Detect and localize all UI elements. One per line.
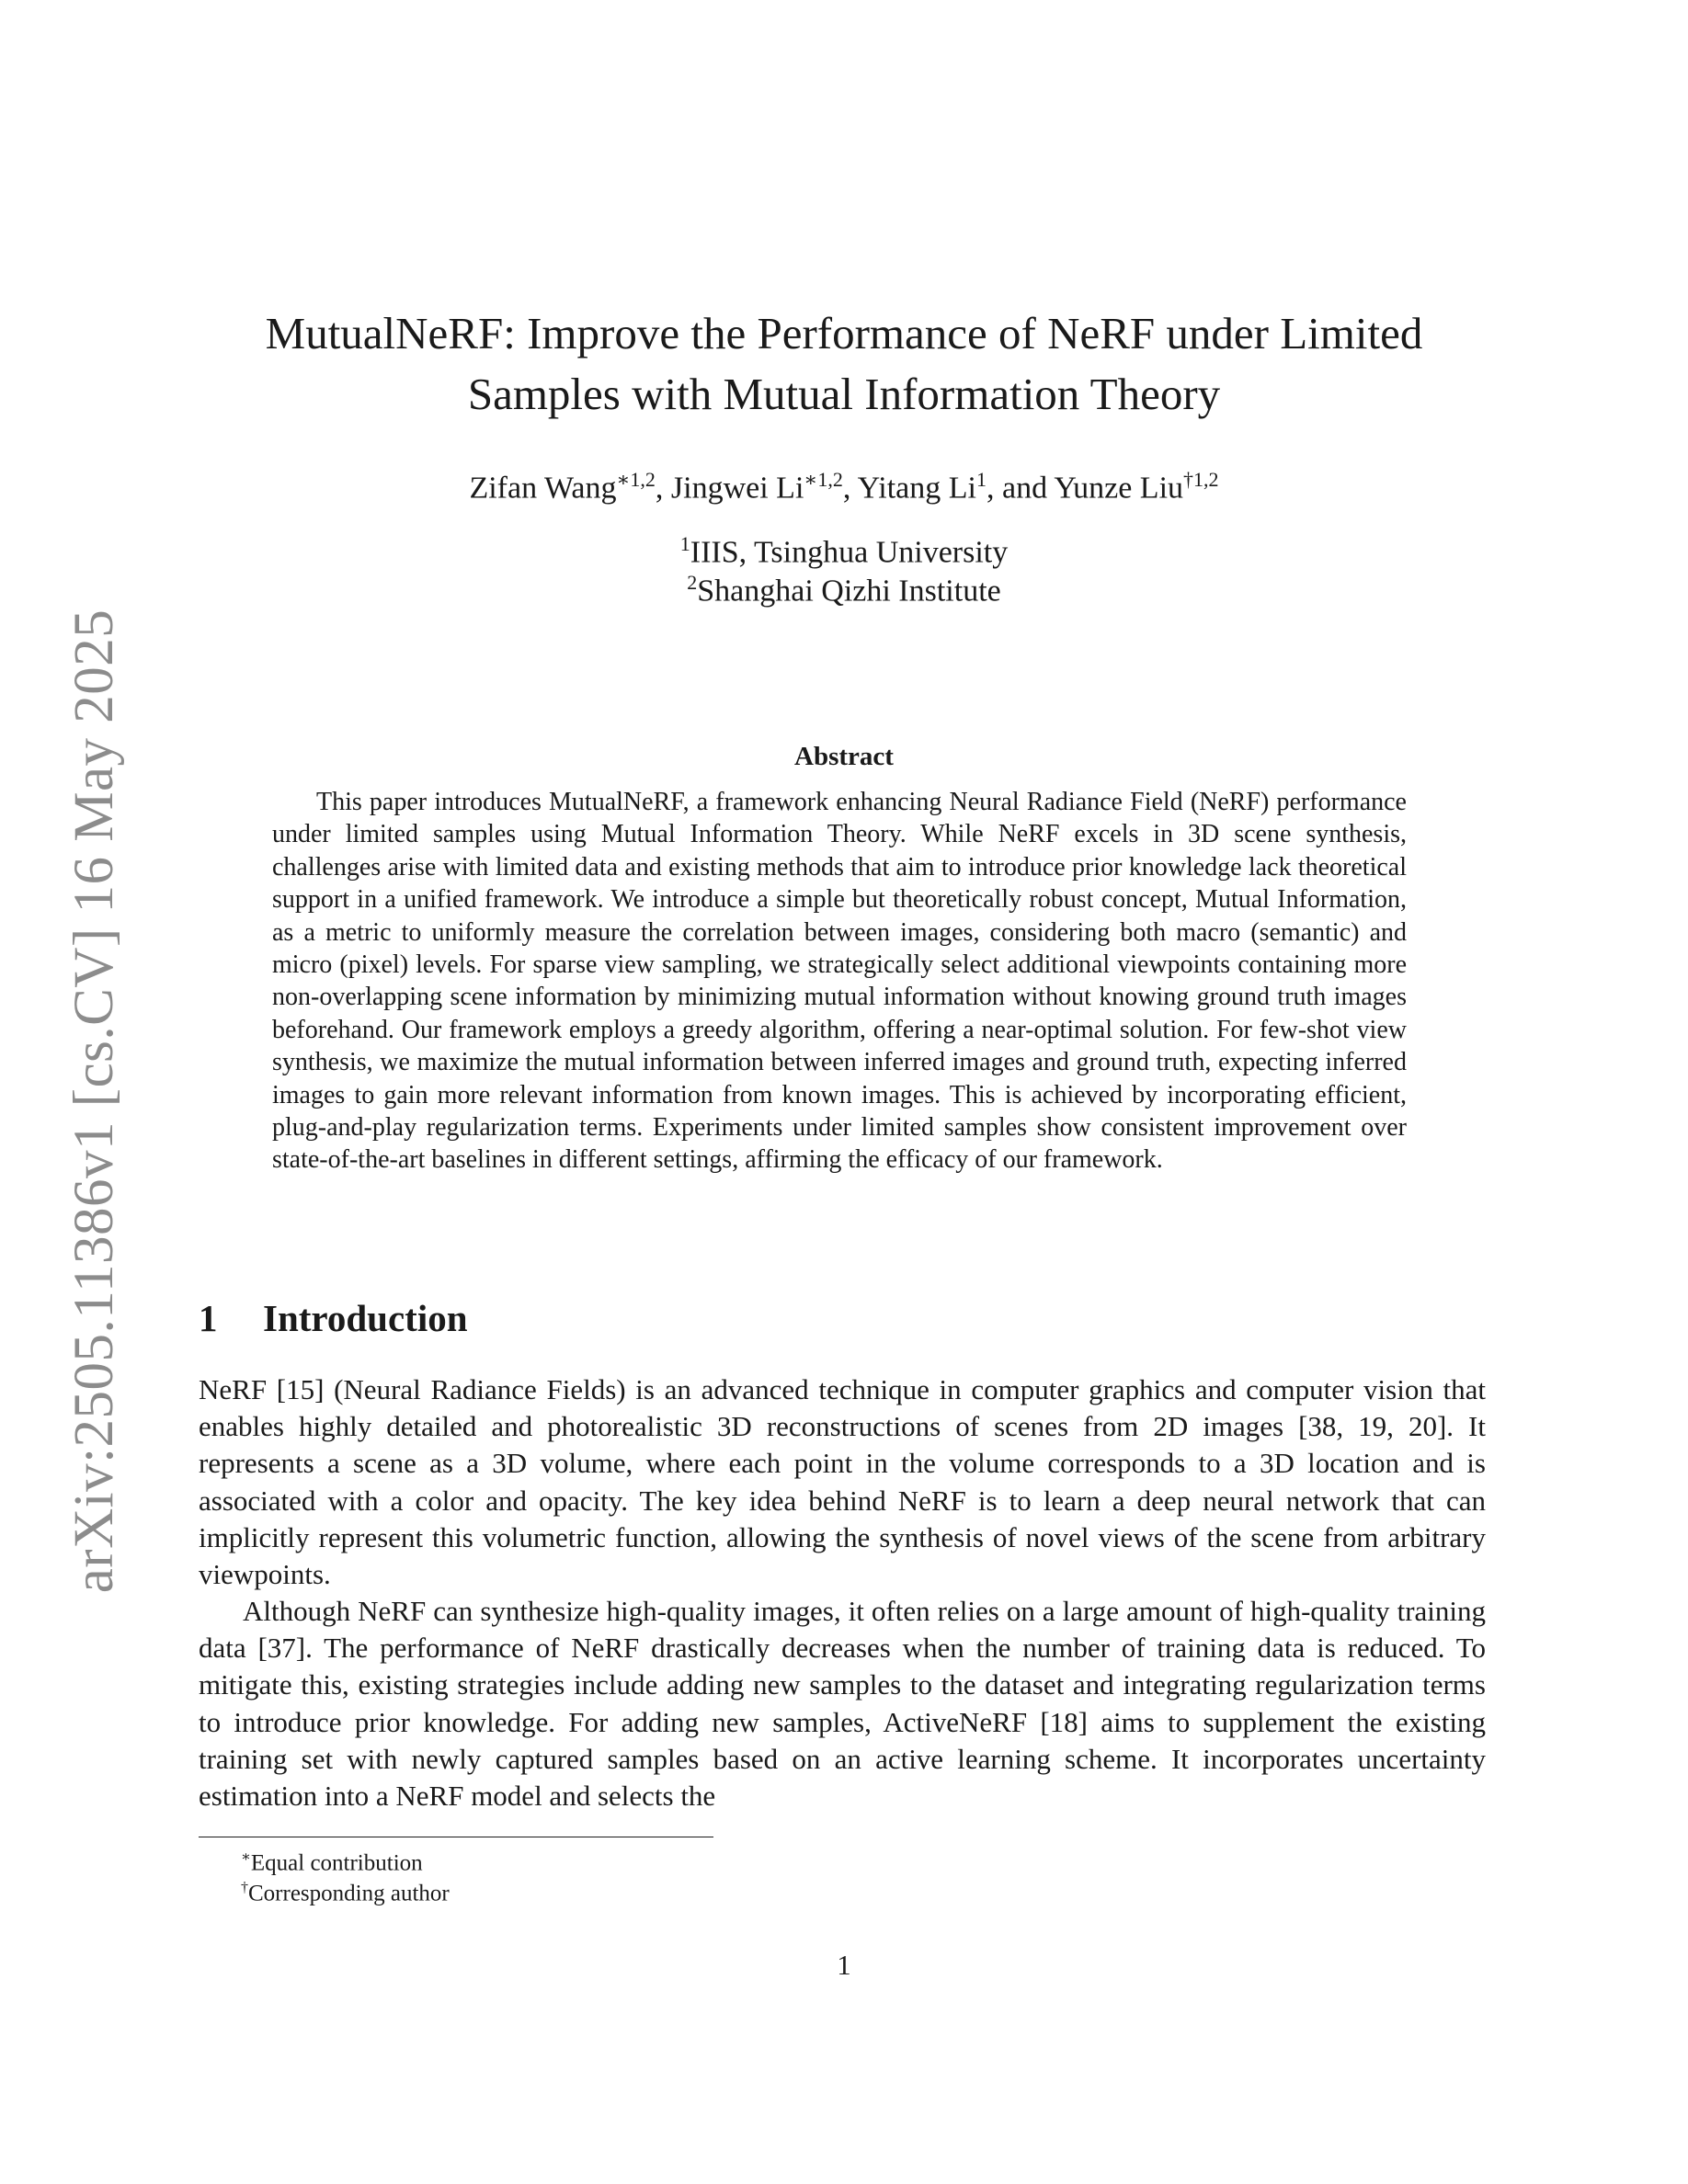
abstract-heading: Abstract (794, 742, 894, 771)
author-separator: , and (986, 471, 1055, 506)
affiliation-2 (0, 564, 1688, 609)
paper-title (0, 303, 1688, 425)
author-separator: , (842, 471, 858, 506)
footnote-text: Equal contribution (250, 1850, 423, 1876)
footnote-mark: ∗ (241, 1849, 251, 1865)
author-name: Zifan Wang (469, 471, 617, 506)
arxiv-identifier-stamp: arXiv:2505.11386v1 [cs.CV] 16 May 2025 (63, 609, 125, 1594)
affiliation-mark: 2 (687, 571, 698, 594)
page-number: 1 (837, 1949, 851, 1981)
affiliation-name: Shanghai Qizhi Institute (697, 574, 1001, 609)
section-heading (199, 1292, 468, 1344)
affiliation-mark: 1 (679, 532, 690, 555)
footnote-text: Corresponding author (248, 1881, 450, 1906)
author-affiliation-marks: †1,2 (1183, 468, 1219, 491)
footnote-corresponding-author (241, 1873, 450, 1908)
paper-title-line-2: Samples with Mutual Information Theory (467, 369, 1221, 419)
affiliation-name: IIIS, Tsinghua University (690, 535, 1009, 570)
section-number: 1 (199, 1297, 218, 1339)
author-separator: , (655, 471, 671, 506)
abstract-text: This paper introduces MutualNeRF, a framework enhancing Neural Radiance Field (NeRF) performance under limited samples using Mutual Information Theory. While NeRF excels in 3D scene synthesis, challenges arise with limited data and existing methods that aim to introduce prior knowledge lack theoretical support in a unified framework. We introduce a simple but theoretically robust concept, Mutual Information, as a metric to uniformly measure the correlation between images, considering both macro (semantic) and micro (pixel) levels. For sparse view sampling, we strategically select additional viewpoints containing more non-overlapping scene information by minimizing mutual information without knowing ground truth images beforehand. Our framework employs a greedy algorithm, offering a near-optimal solution. For few-shot view synthesis, we maximize the mutual information between inferred images and ground truth, expecting inferred images to gain more relevant information from known images. This is achieved by incorporating efficient, plug-and-play regularization terms. Experiments under limited samples show consistent improvement over state-of-the-art baselines in different settings, affirming the efficacy of our framework. (272, 788, 1407, 1175)
paper-title-line-1: MutualNeRF: Improve the Performance of NeRF under Limited (265, 308, 1423, 358)
author-name: Yunze Liu (1054, 471, 1184, 506)
body-paragraph-2: Although NeRF can synthesize high-quality images, it often relies on a large amount of high-quality training data [37]. The performance of NeRF drastically decreases when the number of training data is reduced. To mitigate this, existing strategies include adding new samples to the dataset and integrating regularization terms to introduce prior knowledge. For adding new samples, ActiveNeRF [18] aims to supplement the existing training set with newly captured samples based on an active learning scheme. It incorporates uncertainty estimation into a NeRF model and selects the (199, 1595, 1486, 1813)
footnote-mark: † (241, 1880, 248, 1895)
section-title: Introduction (263, 1297, 468, 1339)
author-affiliation-marks: ∗1,2 (616, 468, 656, 491)
author-name: Yitang Li (857, 471, 976, 506)
author-list (0, 460, 1688, 508)
author-affiliation-marks: 1 (975, 468, 987, 491)
author-affiliation-marks: ∗1,2 (804, 468, 843, 491)
author-name: Jingwei Li (670, 471, 804, 506)
body-paragraph-1: NeRF [15] (Neural Radiance Fields) is an advanced technique in computer graphics and computer vision that enables highly detailed and photorealistic 3D reconstructions of scenes from 2D images [38, 19, 20]. It represents a scene as a 3D volume, where each point in the volume corresponds to a 3D location and is associated with a color and opacity. The key idea behind NeRF is to learn a deep neural network that can implicitly represent this volumetric function, allowing the synthesis of novel views of the scene from arbitrary viewpoints. (199, 1373, 1486, 1591)
